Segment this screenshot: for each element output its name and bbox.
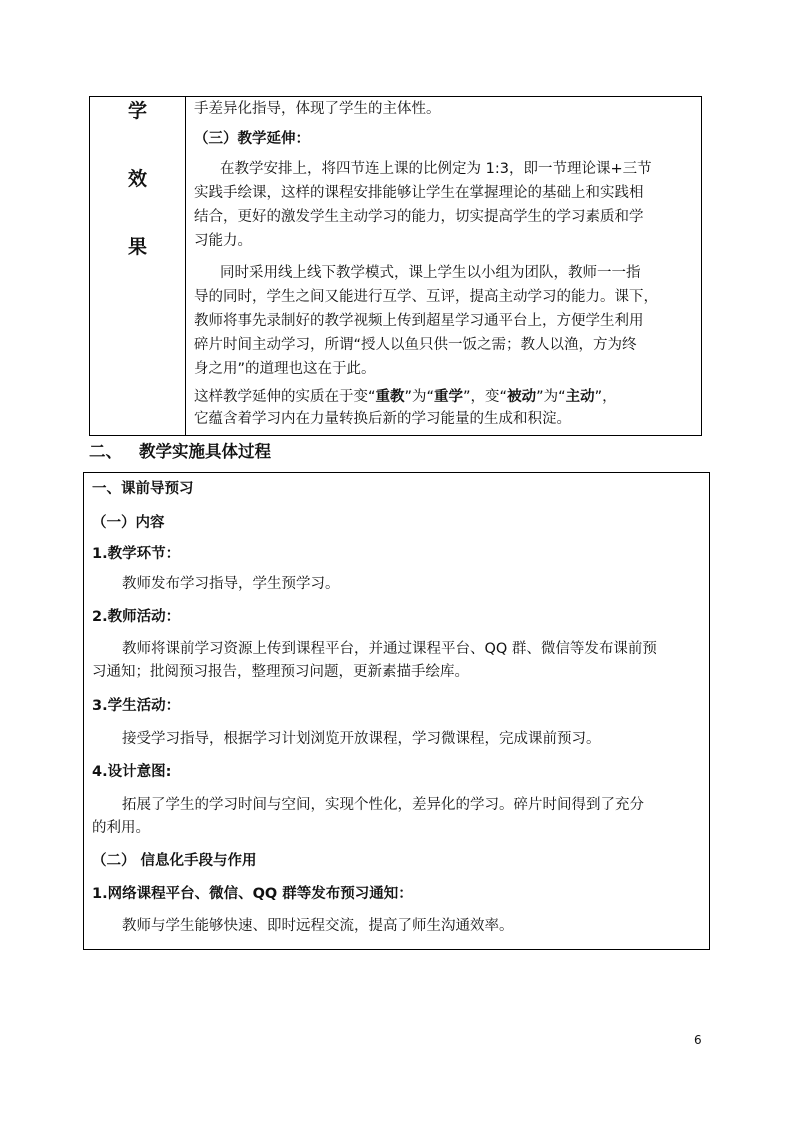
section-heading-2 [89,440,271,464]
text-line: 同时采用线上线下教学模式，课上学生以小组为团队，教师一一指 [220,265,641,281]
heading-student-activity: 3.学生活动： [92,698,181,714]
section-number: 二、 [89,442,122,461]
text-line: 它蕴含着学习内在力量转换后新的学习能量的生成和积淀。 [194,411,571,427]
text-run: ”为“ [404,389,435,405]
text-line-emphasis [194,387,617,407]
emphasis-zhudong: 主动 [565,389,595,405]
emphasis-beidong: 被动 [507,389,537,405]
text-run: ”，变“ [463,389,508,405]
text-line: 导的同时，学生之间又能进行互学、互评，提高主动学习的能力。课下， [194,289,658,305]
side-label-cell [90,97,186,435]
side-char-guo: 果 [127,236,147,258]
page-number: 6 [694,1033,702,1047]
heading-preview: 一、课前导预习 [92,481,194,497]
heading-design-intent: 4.设计意图: [92,764,172,780]
text-line: 碎片时间主动学习，所谓“授人以鱼只供一饭之需；教人以渔，方为终 [194,337,637,353]
text-line: 教师发布学习指导，学生预学习。 [122,576,340,592]
text-line: 教师将课前学习资源上传到课程平台，并通过课程平台、QQ 群、微信等发布课前预 [122,641,657,657]
side-char-xiao: 效 [127,168,147,190]
subheading-extension: （三）教学延伸： [194,131,310,147]
emphasis-zhongxue: 重学 [434,389,464,405]
side-char-xue: 学 [127,100,147,122]
text-line: 身之用”的道理也这在于此。 [194,361,376,377]
preview-table [83,472,710,950]
text-line: 拓展了学生的学习时间与空间，实现个性化，差异化的学习。碎片时间得到了充分 [122,797,644,813]
text-run: ”为“ [536,389,566,405]
text-line: 实践手绘课，这样的课程安排能够让学生在掌握理论的基础上和实践相 [194,185,644,201]
text-line: 习通知；批阅预习报告，整理预习问题，更新素描手绘库。 [92,664,469,680]
text-run: ”， [594,389,617,405]
text-line: 在教学安排上，将四节连上课的比例定为 1:3，即一节理论课+三节 [220,161,652,177]
section-title: 教学实施具体过程 [139,442,271,461]
text-run: 这样教学延伸的实质在于变“ [194,389,376,405]
heading-teaching-step: 1.教学环节： [92,546,181,562]
heading-content: （一）内容 [92,515,165,531]
heading-info-means: （二） 信息化手段与作用 [92,853,257,869]
text-line: 接受学习指导，根据学习计划浏览开放课程，学习微课程，完成课前预习。 [122,731,601,747]
text-line: 的利用。 [92,820,150,836]
text-line: 教师与学生能够快速、即时远程交流，提高了师生沟通效率。 [122,918,514,934]
text-line: 手差异化指导，体现了学生的主体性。 [194,101,441,117]
text-line: 结合，更好的激发学生主动学习的能力，切实提高学生的学习素质和学 [194,209,644,225]
heading-network-platform: 1.网络课程平台、微信、QQ 群等发布预习通知： [92,886,413,902]
text-line: 习能力。 [194,233,252,249]
emphasis-zhongjiao: 重教 [375,389,405,405]
effect-table [89,96,702,436]
heading-teacher-activity: 2.教师活动： [92,609,181,625]
text-line: 教师将事先录制好的教学视频上传到超星学习通平台上，方便学生利用 [194,313,644,329]
